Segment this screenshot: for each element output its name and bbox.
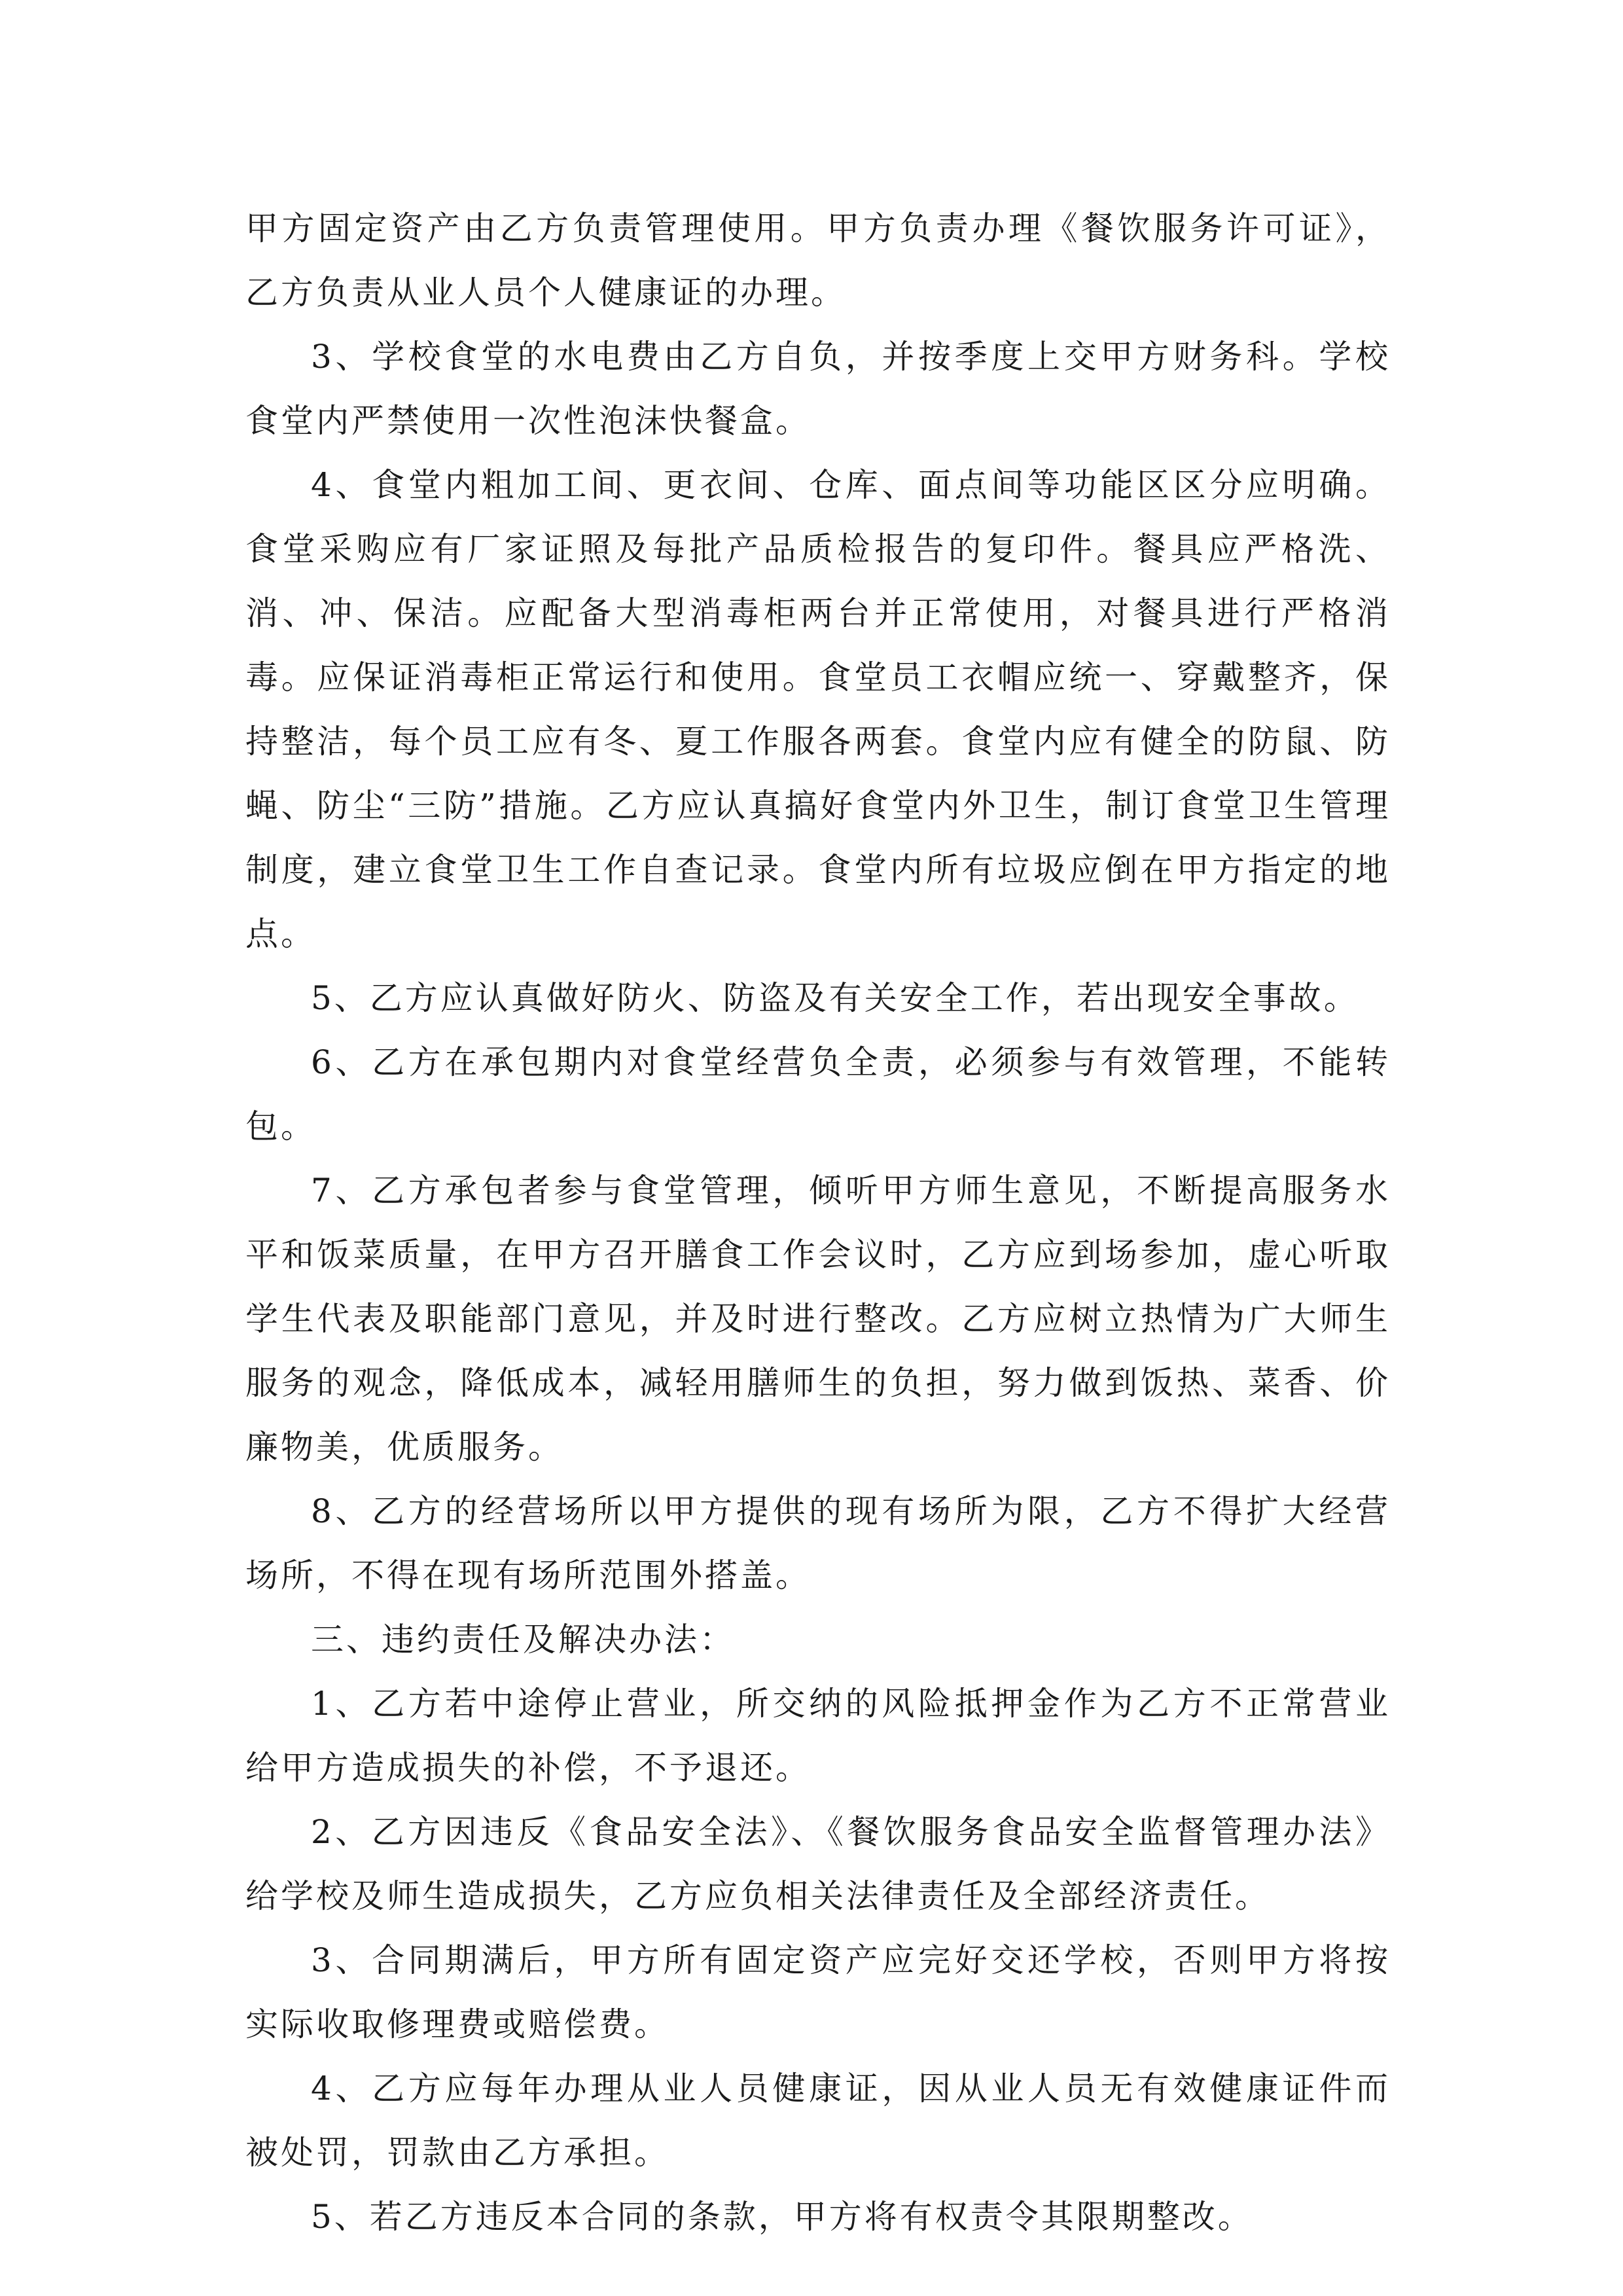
paragraph-breach-1-deposit: 1、乙方若中途停止营业，所交纳的风险抵押金作为乙方不正常营业给甲方造成损失的补偿，不予退还。 <box>245 1685 1391 1787</box>
paragraph-breach-4-health-cert: 4、乙方应每年办理从业人员健康证，因从业人员无有效健康证件而被处罚，罚款由乙方承担。 <box>245 2070 1391 2172</box>
paragraph-clause-3-utilities: 3、学校食堂的水电费由乙方自负，并按季度上交甲方财务科。学校食堂内严禁使用一次性泡沫快餐盒。 <box>245 338 1391 440</box>
document-body <box>245 196 1391 2249</box>
paragraph-clause-5-safety: 5、乙方应认真做好防火、防盗及有关安全工作，若出现安全事故。 <box>311 979 1359 1017</box>
paragraph-clause-6-responsibility: 6、乙方在承包期内对食堂经营负全责，必须参与有效管理，不能转包。 <box>245 1043 1391 1145</box>
section-heading-breach: 三、违约责任及解决办法： <box>311 1621 735 1659</box>
paragraph-breach-3-return-assets: 3、合同期满后，甲方所有固定资产应完好交还学校，否则甲方将按实际收取修理费或赔偿费。 <box>245 1941 1391 2043</box>
paragraph-clause-7-service: 7、乙方承包者参与食堂管理，倾听甲方师生意见，不断提高服务水平和饭菜质量，在甲方召开膳食工作会议时，乙方应到场参加，虚心听取学生代表及职能部门意见，并及时进行整改。乙方应树立热情为广大师生服务的观念，降低成本，减轻用膳师生的负担，努力做到饭热、菜香、价廉物美，优质服务。 <box>245 1172 1391 1466</box>
paragraph-clause-4-hygiene: 4、食堂内粗加工间、更衣间、仓库、面点间等功能区区分应明确。食堂采购应有厂家证照及每批产品质检报告的复印件。餐具应严格洗、消、冲、保洁。应配备大型消毒柜两台并正常使用，对餐具进行严格消毒。应保证消毒柜正常运行和使用。食堂员工衣帽应统一、穿戴整齐，保持整洁，每个员工应有冬、夏工作服各两套。食堂内应有健全的防鼠、防蝇、防尘“三防”措施。乙方应认真搞好食堂内外卫生，制订食堂卫生管理制度，建立食堂卫生工作自查记录。食堂内所有垃圾应倒在甲方指定的地点。 <box>245 466 1391 953</box>
paragraph-breach-2-food-safety: 2、乙方因违反《食品安全法》、《餐饮服务食品安全监督管理办法》给学校及师生造成损失，乙方应负相关法律责任及全部经济责任。 <box>245 1813 1391 1915</box>
paragraph-asset-management: 甲方固定资产由乙方负责管理使用。甲方负责办理《餐饮服务许可证》，乙方负责从业人员个人健康证的办理。 <box>245 209 1391 312</box>
paragraph-clause-8-premises: 8、乙方的经营场所以甲方提供的现有场所为限，乙方不得扩大经营场所，不得在现有场所范围外搭盖。 <box>245 1492 1391 1594</box>
paragraph-breach-5-rectification: 5、若乙方违反本合同的条款，甲方将有权责令其限期整改。 <box>311 2198 1253 2236</box>
